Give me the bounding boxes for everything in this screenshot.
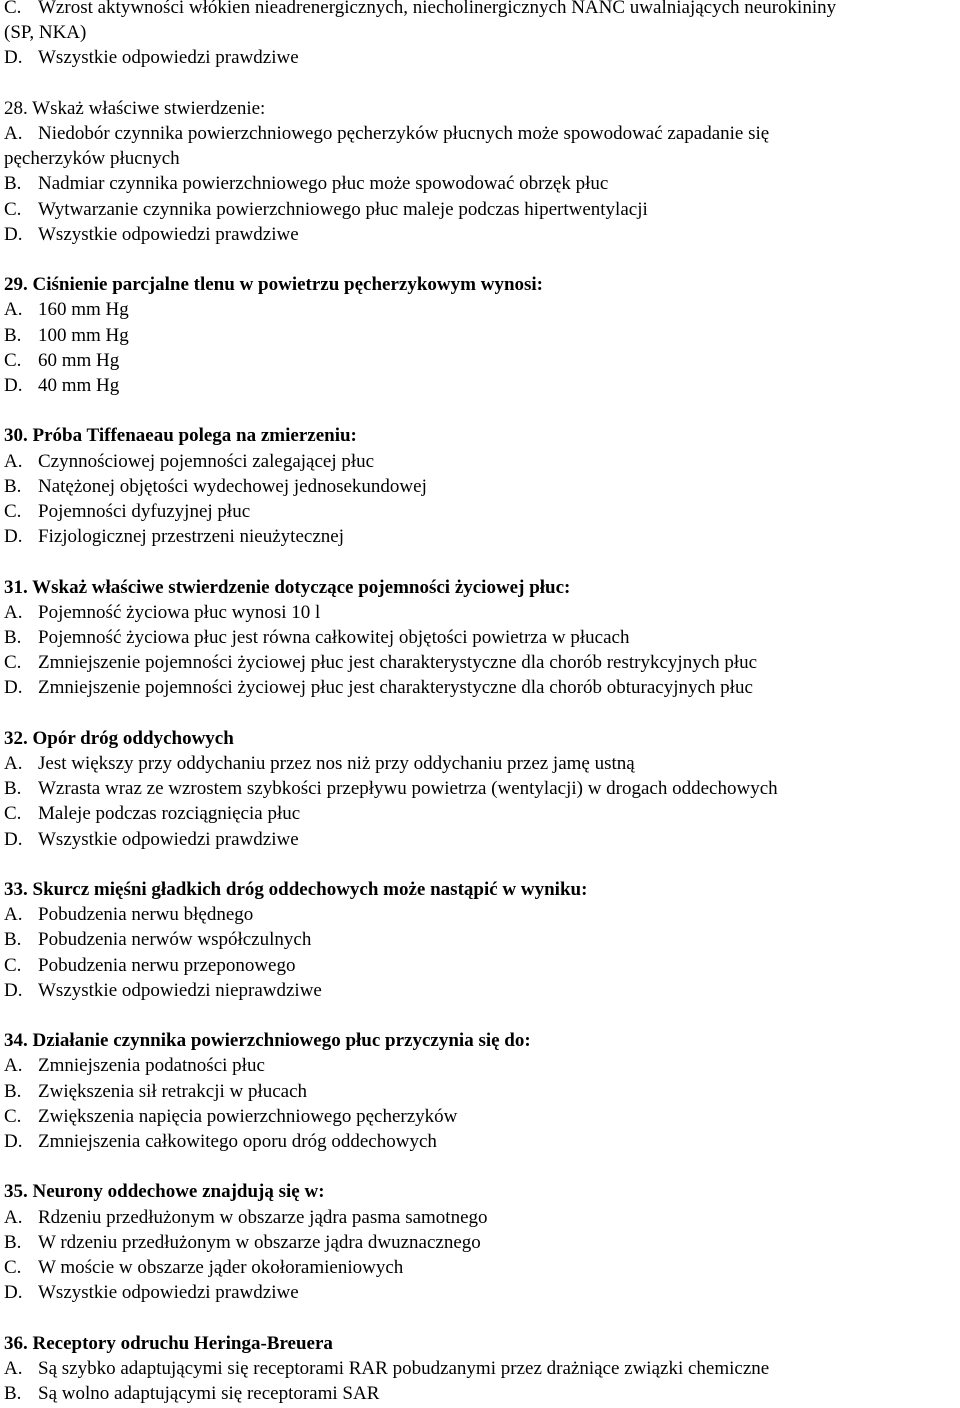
option-text: W rdzeniu przedłużonym w obszarze jądra dwuznacznego: [38, 1231, 481, 1253]
option-c: [4, 953, 960, 978]
option-letter: D.: [4, 677, 23, 699]
option-d: [4, 1129, 960, 1154]
option-text: Zwiększenia napięcia powierzchniowego pęcherzyków: [38, 1105, 458, 1127]
option-text: Maleje podczas rozciągnięcia płuc: [38, 803, 301, 825]
option-letter: C.: [4, 0, 22, 18]
option-letter: D.: [4, 526, 23, 548]
option-text: Są szybko adaptującymi się receptorami RAR pobudzanymi przez drażniące związki chemiczne: [38, 1357, 770, 1379]
option-letter: D.: [4, 47, 23, 69]
question-28: [4, 96, 960, 247]
option-letter: B.: [4, 929, 22, 951]
option-letter: B.: [4, 1383, 22, 1405]
option-text: Zmniejszenia podatności płuc: [38, 1055, 265, 1077]
question-36: [4, 1331, 960, 1407]
option-c: [4, 650, 960, 675]
option-letter: A.: [4, 753, 23, 775]
option-text: Zmniejszenia całkowitego oporu dróg oddechowych: [38, 1131, 437, 1153]
option-text: Niedobór czynnika powierzchniowego pęcherzyków płucnych może spowodować zapadanie się: [38, 123, 770, 144]
option-letter: D.: [4, 375, 23, 397]
option-d: [4, 675, 960, 700]
option-text: Pojemność życiowa płuc jest równa całkowitej objętości powietrza w płucach: [38, 627, 630, 649]
option-letter: A.: [4, 1055, 23, 1077]
option-text: Jest większy przy oddychaniu przez nos niż przy oddychaniu przez jamę ustną: [38, 753, 635, 775]
question-title: 32. Opór dróg oddychowych: [4, 727, 234, 749]
option-letter: C.: [4, 1105, 22, 1127]
question-30: [4, 423, 960, 549]
option-a: [4, 1356, 960, 1381]
option-letter: D.: [4, 1131, 23, 1153]
question-33: [4, 877, 960, 1003]
option-c: [4, 801, 960, 826]
question-32: [4, 726, 960, 852]
option-letter: B.: [4, 1080, 22, 1102]
option-d: [4, 1280, 960, 1305]
option-letter: C.: [4, 803, 22, 825]
option-text: Zmniejszenie pojemności życiowej płuc jest charakterystyczne dla chorób restrykcyjnych płuc: [38, 652, 758, 674]
option-d: [4, 373, 960, 398]
option-letter: C.: [4, 652, 22, 674]
question-29: [4, 272, 960, 398]
question-title: 28. Wskaż właściwe stwierdzenie:: [4, 97, 266, 119]
option-text: Pobudzenia nerwu przeponowego: [38, 954, 296, 976]
option-text: 60 mm Hg: [38, 349, 120, 371]
option-d: [4, 524, 960, 549]
option-letter: C.: [4, 1257, 22, 1279]
option-letter: A.: [4, 123, 23, 144]
option-text: Zwiększenia sił retrakcji w płucach: [38, 1080, 308, 1102]
question-title: 29. Ciśnienie parcjalne tlenu w powietrzu pęcherzykowym wynosi:: [4, 274, 544, 296]
option-a: [4, 1205, 960, 1230]
option-c: [4, 499, 960, 524]
question-title: 35. Neurony oddechowe znajdują się w:: [4, 1181, 325, 1203]
option-text: Fizjologicznej przestrzeni nieużytecznej: [38, 526, 344, 548]
option-text: 100 mm Hg: [38, 324, 129, 346]
option-letter: B.: [4, 475, 22, 497]
option-text: Rdzeniu przedłużonym w obszarze jądra pasma samotnego: [38, 1206, 488, 1228]
question-title: 30. Próba Tiffenaeau polega na zmierzeniu:: [4, 425, 357, 447]
option-text: 160 mm Hg: [38, 299, 129, 321]
option-text: Wzrost aktywności włókien nieadrenergicznych, niecholinergicznych NANC uwalniających neurokininy: [38, 0, 837, 18]
option-letter: D.: [4, 979, 23, 1001]
option-text-continued: pęcherzyków płucnych: [4, 148, 180, 170]
option-b: [4, 625, 960, 650]
option-c: [4, 1255, 960, 1280]
option-text: Wszystkie odpowiedzi nieprawdziwe: [38, 979, 322, 1001]
option-text: W moście w obszarze jąder okołoramieniowych: [38, 1257, 404, 1279]
option-c: [4, 197, 960, 222]
option-letter: A.: [4, 601, 23, 623]
option-b: [4, 171, 960, 196]
option-b: [4, 1381, 960, 1406]
question-35: [4, 1179, 960, 1305]
question-title: 31. Wskaż właściwe stwierdzenie dotyczące pojemności życiowej płuc:: [4, 576, 571, 598]
option-letter: A.: [4, 1357, 23, 1379]
option-letter: B.: [4, 778, 22, 800]
option-d: [4, 978, 960, 1003]
option-a: [4, 297, 960, 322]
option-text: Nadmiar czynnika powierzchniowego płuc może spowodować obrzęk płuc: [38, 173, 609, 195]
option-letter: A.: [4, 1206, 23, 1228]
option-a: [4, 121, 960, 171]
option-letter: D.: [4, 1282, 23, 1304]
option-letter: B.: [4, 627, 22, 649]
option-c: [4, 348, 960, 373]
option-text: 40 mm Hg: [38, 375, 120, 397]
question-title: 34. Działanie czynnika powierzchniowego płuc przyczynia się do:: [4, 1030, 531, 1052]
option-text: Czynnościowej pojemności zalegającej płuc: [38, 450, 375, 472]
question-title: 33. Skurcz mięśni gładkich dróg oddechowych może nastąpić w wyniku:: [4, 879, 588, 901]
option-d: [4, 827, 960, 852]
option-text: Wszystkie odpowiedzi prawdziwe: [38, 223, 299, 245]
option-letter: C.: [4, 198, 22, 220]
option-a: [4, 902, 960, 927]
option-letter: B.: [4, 1231, 22, 1253]
question-title: 36. Receptory odruchu Heringa-Breuera: [4, 1332, 333, 1354]
option-a: [4, 1053, 960, 1078]
option-a: [4, 600, 960, 625]
option-letter: B.: [4, 173, 22, 195]
option-letter: D.: [4, 828, 23, 850]
option-b: [4, 927, 960, 952]
option-letter: A.: [4, 299, 23, 321]
option-text: Pojemności dyfuzyjnej płuc: [38, 501, 251, 523]
option-letter: A.: [4, 904, 23, 926]
question-27-fragment: [4, 0, 960, 71]
option-b: [4, 323, 960, 348]
option-letter: C.: [4, 501, 22, 523]
option-a: [4, 449, 960, 474]
option-b: [4, 1230, 960, 1255]
option-d: [4, 45, 960, 70]
option-text: Wzrasta wraz ze wzrostem szybkości przepływu powietrza (wentylacji) w drogach oddechowych: [38, 778, 778, 800]
option-letter: C.: [4, 349, 22, 371]
option-b: [4, 776, 960, 801]
option-letter: C.: [4, 954, 22, 976]
option-text: Wytwarzanie czynnika powierzchniowego płuc maleje podczas hipertwentylacji: [38, 198, 648, 220]
option-text: Są wolno adaptującymi się receptorami SAR: [38, 1383, 380, 1405]
option-letter: B.: [4, 324, 22, 346]
option-c: [4, 0, 960, 45]
option-letter: A.: [4, 450, 23, 472]
option-a: [4, 751, 960, 776]
option-d: [4, 222, 960, 247]
option-text: Pobudzenia nerwu błędnego: [38, 904, 254, 926]
option-text: Zmniejszenie pojemności życiowej płuc jest charakterystyczne dla chorób obturacyjnych płuc: [38, 677, 753, 699]
question-31: [4, 575, 960, 701]
option-c: [4, 1104, 960, 1129]
option-b: [4, 1079, 960, 1104]
option-text: Natężonej objętości wydechowej jednosekundowej: [38, 475, 427, 497]
option-text: Pobudzenia nerwów współczulnych: [38, 929, 312, 951]
option-text: Wszystkie odpowiedzi prawdziwe: [38, 1282, 299, 1304]
option-letter: D.: [4, 223, 23, 245]
option-text: Wszystkie odpowiedzi prawdziwe: [38, 47, 299, 69]
option-b: [4, 474, 960, 499]
option-text-continued: (SP, NKA): [4, 22, 87, 44]
question-34: [4, 1028, 960, 1154]
option-text: Wszystkie odpowiedzi prawdziwe: [38, 828, 299, 850]
option-text: Pojemność życiowa płuc wynosi 10 l: [38, 601, 321, 623]
